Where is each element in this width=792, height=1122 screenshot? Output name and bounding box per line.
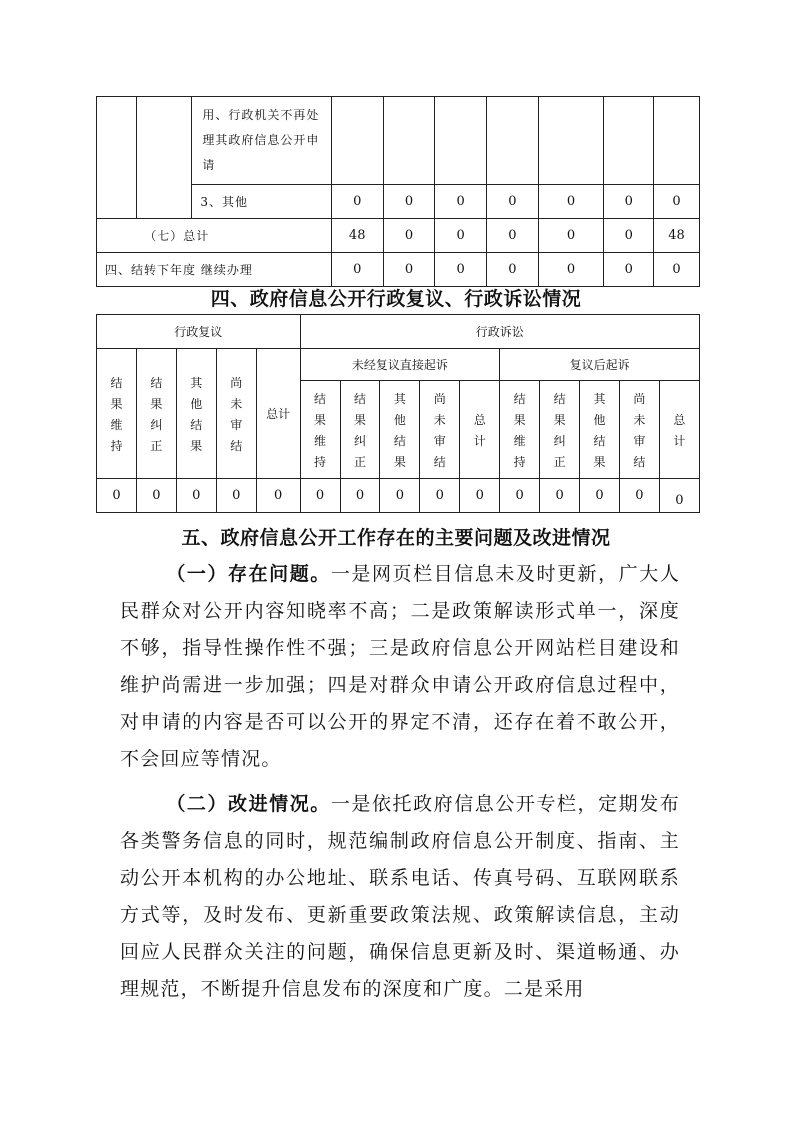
paragraph-lead: （二）改进情况。 bbox=[166, 793, 331, 815]
col-header: 结果纠正 bbox=[136, 349, 176, 479]
col-header: 其他结果 bbox=[176, 349, 216, 479]
application-stats-table-continued bbox=[96, 96, 700, 287]
table-row: 0 0 0 0 0 0 0 0 0 0 0 0 0 0 0 bbox=[97, 479, 700, 513]
section-heading-review-lawsuit: 四、政府信息公开行政复议、行政诉讼情况 bbox=[210, 288, 582, 310]
section-heading-problems-improvements: 五、政府信息公开工作存在的主要问题及改进情况 bbox=[181, 527, 611, 549]
col-header: 结果维持 bbox=[500, 381, 540, 479]
paragraph-body: 一是依托政府信息公开专栏，定期发布各类警务信息的同时，规范编制政府信息公开制度、指南、主动公开本机构的办公地址、联系电话、传真号码、互联网联系方式等，及时发布、更新重要政策法规、政策解读信息，主动回应人民群众关注的问题，确保信息更新及时、渠道畅通、办理规范，不断提升信息发布的深度和广度。二是采用 bbox=[120, 793, 680, 1000]
col-header-total: 总计 bbox=[256, 349, 300, 479]
row-label-not-process: 用、行政机关不再处理其政府信息公开申请 bbox=[192, 97, 331, 185]
col-header: 结果纠正 bbox=[340, 381, 380, 479]
col-header: 结果维持 bbox=[97, 349, 137, 479]
review-lawsuit-table bbox=[96, 314, 700, 513]
header-lawsuit-after-review: 复议后起诉 bbox=[500, 349, 700, 381]
header-admin-review: 行政复议 bbox=[97, 315, 301, 349]
paragraph-existing-problems bbox=[120, 556, 680, 778]
header-admin-lawsuit: 行政诉讼 bbox=[300, 315, 699, 349]
table-row: 3、其他 0 0 0 0 0 0 0 bbox=[97, 185, 700, 219]
col-header: 结果维持 bbox=[300, 381, 340, 479]
table-cell-empty bbox=[97, 97, 137, 219]
col-header: 总计 bbox=[659, 381, 699, 479]
row-label-other: 3、其他 bbox=[192, 185, 331, 219]
row-label-carry-over: 四、结转下年度 继续办理 bbox=[97, 253, 332, 287]
table-row: 四、结转下年度 继续办理 0 0 0 0 0 0 0 bbox=[97, 253, 700, 287]
paragraph-body: 一是网页栏目信息未及时更新，广大人民群众对公开内容知晓率不高；二是政策解读形式单一，深度不够，指导性操作性不强；三是政府信息公开网站栏目建设和维护尚需进一步加强；四是对群众申请公开政府信息过程中，对申请的内容是否可以公开的界定不清，还存在着不敢公开，不会回应等情况。 bbox=[120, 563, 680, 770]
col-header: 总计 bbox=[460, 381, 500, 479]
header-direct-lawsuit: 未经复议直接起诉 bbox=[300, 349, 500, 381]
row-label-total: （七）总计 bbox=[136, 219, 331, 253]
col-header: 结果纠正 bbox=[540, 381, 580, 479]
col-header: 尚未审结 bbox=[216, 349, 256, 479]
col-header: 其他结果 bbox=[380, 381, 420, 479]
table-row: （七）总计 48 0 0 0 0 0 48 bbox=[97, 219, 700, 253]
table-cell-empty bbox=[136, 97, 192, 219]
paragraph-lead: （一）存在问题。 bbox=[166, 563, 331, 585]
col-header: 尚未审结 bbox=[619, 381, 659, 479]
col-header: 尚未审结 bbox=[420, 381, 460, 479]
paragraph-improvements bbox=[120, 786, 680, 1008]
col-header: 其他结果 bbox=[580, 381, 620, 479]
